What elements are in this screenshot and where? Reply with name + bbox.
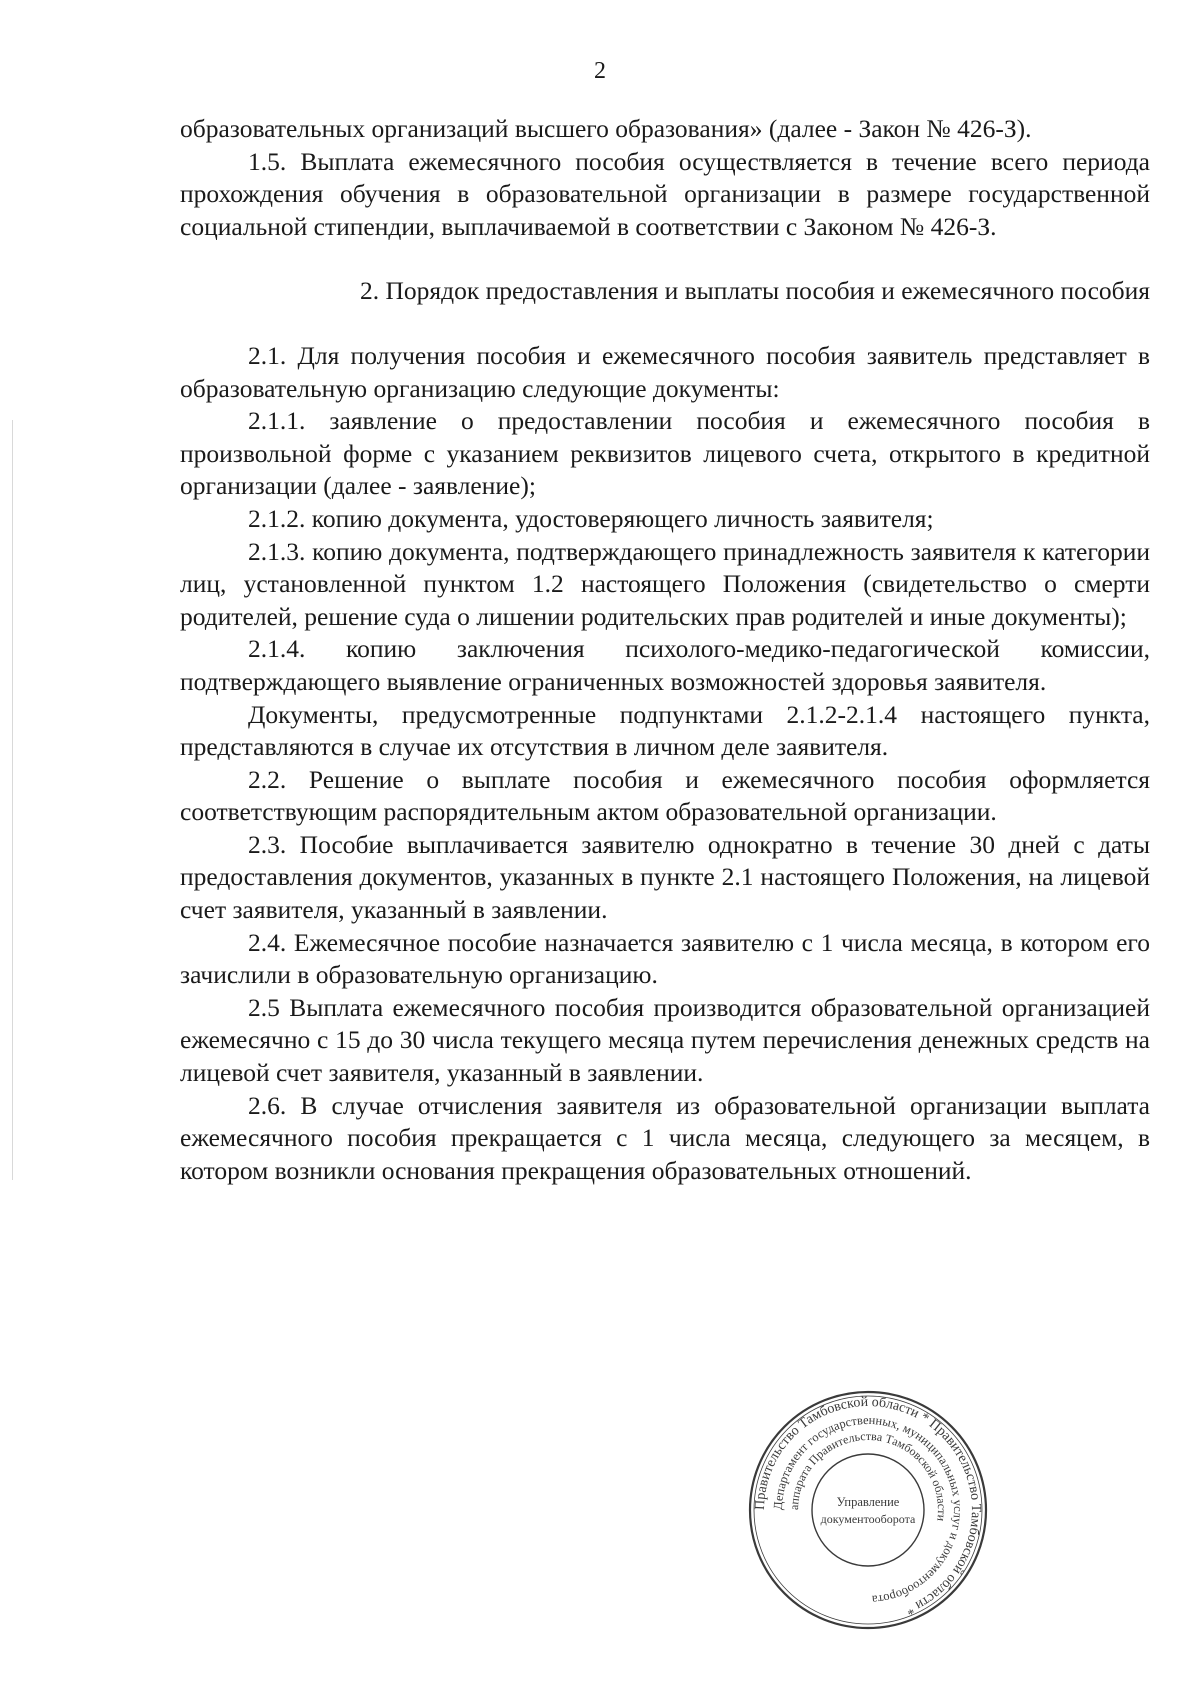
paragraph-2-3: 2.3. Пособие выплачивается заявителю однократно в течение 30 дней с даты предоставления документов, указанных в пункте 2.1 настоящего Положения, на лицевой счет заявителя, указанный в заявлении. (180, 829, 1150, 925)
paragraph-2-5: 2.5 Выплата ежемесячного пособия производится образовательной организацией ежемесячно с 15 до 30 числа текущего месяца путем перечисления денежных средств на лицевой счет заявителя, указанный в заявлении. (180, 992, 1150, 1088)
paragraph-2-1-2: 2.1.2. копию документа, удостоверяющего личность заявителя; (248, 503, 934, 533)
paragraph-2-6: 2.6. В случае отчисления заявителя из образовательной организации выплата ежемесячного пособия прекращается с 1 числа месяца, следующего за месяцем, в котором возникли основания прекращения образовательных отношений. (180, 1090, 1150, 1185)
paragraph-2-1-3: 2.1.3. копию документа, подтверждающего принадлежность заявителя к категории лиц, установленной пунктом 1.2 настоящего Положения (свидетельство о смерти родителей, решение суда о лишении родительских прав родителей и иные документы); (180, 536, 1150, 631)
stamp-outer-text: Правительство Тамбовской области * Правительство Тамбовской области * (752, 1394, 984, 1618)
stamp-middle-text: Департамент государственных, муниципальных услуг и документооборота (770, 1412, 966, 1607)
document-body (180, 113, 1150, 1187)
paragraph-2-4: 2.4. Ежемесячное пособие назначается заявителю с 1 числа месяца, в котором его зачислили в образовательную организацию. (180, 927, 1150, 990)
paragraph-2-1: 2.1. Для получения пособия и ежемесячного пособия заявитель представляет в образовательную организацию следующие документы: (180, 340, 1150, 403)
page-number: 2 (594, 58, 606, 84)
stamp-center-line-1: Управление (836, 1495, 900, 1509)
stamp-inner-text: аппарата Правительства Тамбовской области (786, 1428, 950, 1522)
paragraph-2-1-1: 2.1.1. заявление о предоставлении пособия и ежемесячного пособия в произвольной форме с указанием реквизитов лицевого счета, открытого в кредитной организации (далее - заявление); (180, 406, 1150, 501)
paragraph-1-5: 1.5. Выплата ежемесячного пособия осуществляется в течение всего периода прохождения обучения в образовательной организации в размере государственной социальной стипендии, выплачиваемой в соответствии с Законом № 426-З. (180, 146, 1150, 241)
paragraph-2-1-4: 2.1.4. копию заключения психолого-медико-педагогической комиссии, подтверждающего выявление ограниченных возможностей здоровья заявителя. (180, 634, 1150, 696)
section-heading: 2. Порядок предоставления и выплаты пособия и ежемесячного пособия (359, 276, 1150, 306)
paragraph-2-2: 2.2. Решение о выплате пособия и ежемесячного пособия оформляется соответствующим распорядительным актом образовательной организации. (180, 764, 1150, 827)
paragraph-documents-note: Документы, предусмотренные подпунктами 2.1.2-2.1.4 настоящего пункта, представляются в случае их отсутствия в личном деле заявителя. (180, 699, 1150, 762)
stamp-seal-graphic (748, 1390, 988, 1630)
scan-edge-line (12, 420, 13, 1180)
stamp-center-line-2: документооборота (820, 1512, 916, 1526)
paragraph-continuation: образовательных организаций высшего образования» (далее - Закон № 426-З). (180, 114, 1032, 143)
official-stamp (748, 1390, 988, 1630)
